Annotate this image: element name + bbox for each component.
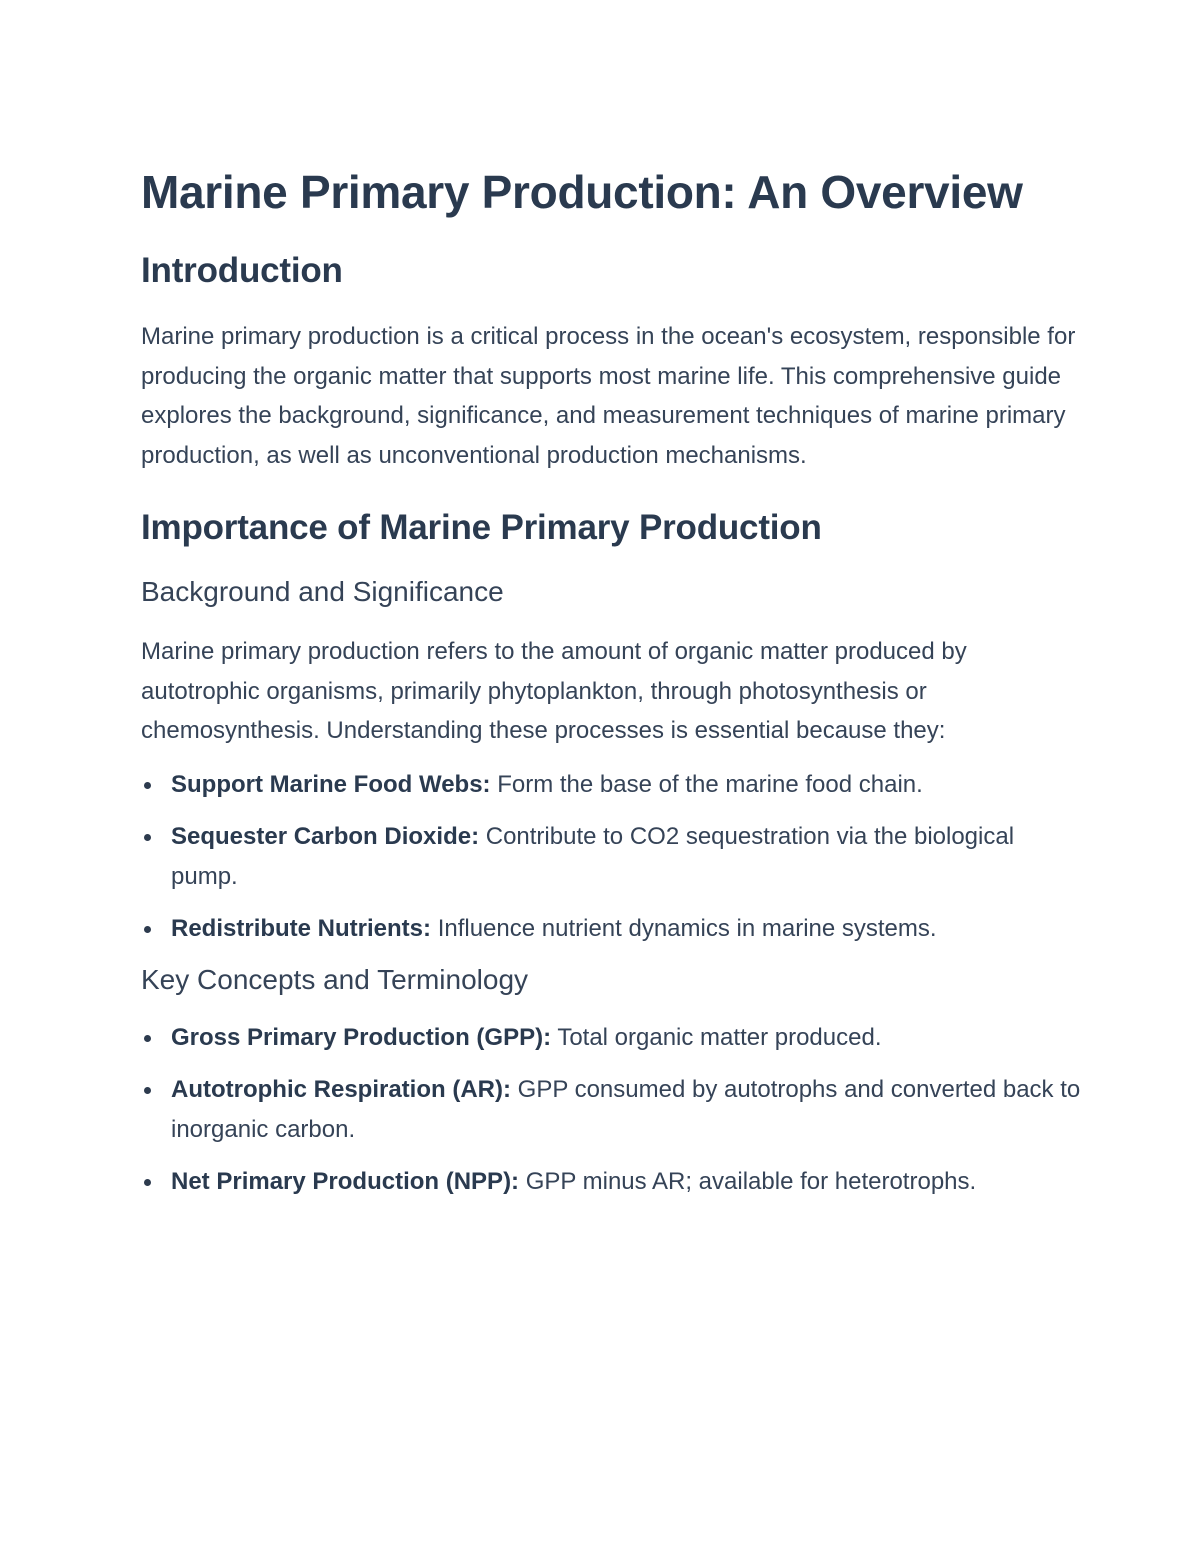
list-item-text: Form the base of the marine food chain. bbox=[497, 770, 923, 798]
bullet-icon bbox=[144, 834, 151, 841]
bullet-icon bbox=[144, 1087, 151, 1094]
section-heading-importance: Importance of Marine Primary Production bbox=[141, 508, 822, 547]
list-item-term: Redistribute Nutrients: bbox=[171, 915, 432, 942]
key-concepts-list bbox=[141, 1018, 1081, 1202]
list-item-term: Gross Primary Production (GPP): bbox=[171, 1023, 552, 1051]
bullet-icon bbox=[144, 926, 151, 933]
background-paragraph: Marine primary production refers to the amount of organic matter produced by autotrophic organisms, primarily phytoplankton, through photosynthesis or chemosynthesis. Understanding these processes is essential because they: bbox=[141, 638, 967, 744]
list-item-term: Support Marine Food Webs: bbox=[171, 770, 491, 798]
list-item bbox=[141, 1162, 1081, 1202]
list-item bbox=[141, 1018, 1081, 1058]
introduction-paragraph: Marine primary production is a critical process in the ocean's ecosystem, responsible for producing the organic matter that supports most marine life. This comprehensive guide explores the background, significance, and measurement techniques of marine primary production, as well as unconventional production mechanisms. bbox=[141, 323, 1076, 469]
bullet-icon bbox=[144, 1179, 151, 1186]
list-item bbox=[141, 1070, 1081, 1149]
list-item bbox=[141, 909, 1081, 949]
list-item-term: Autotrophic Respiration (AR): bbox=[171, 1076, 511, 1103]
list-item-text: GPP minus AR; available for heterotrophs. bbox=[525, 1168, 977, 1195]
subsection-heading-key-concepts: Key Concepts and Terminology bbox=[141, 963, 529, 995]
list-item-text: Total organic matter produced. bbox=[557, 1023, 882, 1051]
list-item-text: Influence nutrient dynamics in marine systems. bbox=[437, 915, 937, 942]
significance-list bbox=[141, 765, 1081, 949]
section-heading-introduction: Introduction bbox=[141, 251, 343, 290]
list-item bbox=[141, 817, 1081, 896]
list-item-text: GPP consumed by autotrophs and converted back to inorganic carbon. bbox=[171, 1076, 1081, 1143]
page-title: Marine Primary Production: An Overview bbox=[141, 166, 1023, 218]
list-item-term: Sequester Carbon Dioxide: bbox=[171, 823, 480, 850]
list-item-text: Contribute to CO2 sequestration via the biological pump. bbox=[171, 823, 1015, 890]
list-item-term: Net Primary Production (NPP): bbox=[171, 1168, 520, 1195]
bullet-icon bbox=[144, 782, 151, 789]
subsection-heading-background: Background and Significance bbox=[141, 576, 504, 607]
list-item bbox=[141, 765, 1081, 805]
document-page bbox=[141, 160, 1081, 1215]
bullet-icon bbox=[144, 1035, 151, 1042]
